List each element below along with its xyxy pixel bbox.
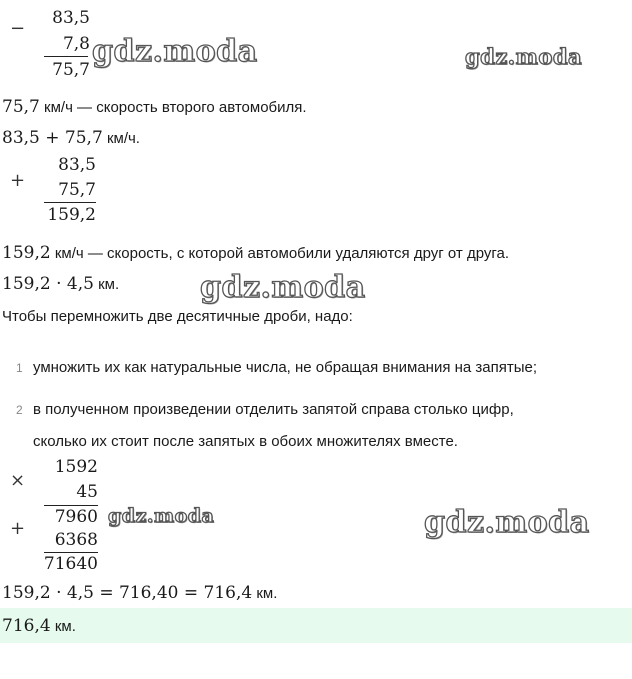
line-text: км. bbox=[256, 585, 278, 602]
partial-line bbox=[44, 505, 98, 506]
math-expr: 159,2 bbox=[2, 243, 51, 263]
final-computation-line bbox=[2, 583, 277, 603]
separation-speed-line bbox=[2, 243, 509, 263]
partial-product-1: 7960 bbox=[54, 507, 98, 527]
subtrahend: 7,8 bbox=[62, 34, 90, 54]
result-line bbox=[44, 56, 88, 57]
addend-1: 83,5 bbox=[58, 155, 96, 175]
answer-unit: км. bbox=[54, 618, 76, 635]
product: 71640 bbox=[43, 554, 98, 574]
result-line bbox=[44, 552, 98, 553]
answer-box bbox=[0, 608, 632, 643]
plus-sign: + bbox=[10, 170, 26, 191]
list-text: умножить их как натуральные числа, не обращая внимания на запятые; bbox=[33, 359, 538, 376]
factor-1: 1592 bbox=[54, 457, 98, 477]
sum-expression-line bbox=[2, 128, 140, 148]
rule-intro: Чтобы перемножить две десятичные дроби, надо: bbox=[2, 308, 353, 325]
watermark: gdz.moda bbox=[92, 34, 258, 69]
line-text: км. bbox=[98, 276, 120, 293]
speed-second-car-line bbox=[2, 97, 307, 117]
math-expr: 159,2 · 4,5 = 716,40 = 716,4 bbox=[2, 583, 253, 603]
math-expr: 83,5 + 75,7 bbox=[2, 128, 103, 148]
watermark: gdz.moda bbox=[424, 505, 590, 540]
times-sign: × bbox=[10, 470, 26, 491]
list-text-continued: сколько их стоит после запятых в обоих множителях вместе. bbox=[33, 433, 458, 450]
watermark: gdz.moda bbox=[465, 44, 583, 69]
answer-line bbox=[2, 616, 76, 636]
answer-value: 716,4 bbox=[2, 616, 51, 636]
distance-expression-line bbox=[2, 274, 119, 294]
result-line bbox=[44, 202, 96, 203]
minus-sign: − bbox=[10, 18, 26, 39]
math-expr: 159,2 · 4,5 bbox=[2, 274, 94, 294]
plus-sign: + bbox=[10, 518, 26, 539]
list-text: в полученном произведении отделить запятой справа столько цифр, bbox=[33, 401, 514, 418]
minuend: 83,5 bbox=[52, 8, 90, 28]
sum: 159,2 bbox=[47, 205, 96, 225]
line-text: км/ч — скорость второго автомобиля. bbox=[44, 99, 307, 116]
addend-2: 75,7 bbox=[58, 180, 96, 200]
watermark: gdz.moda bbox=[108, 505, 215, 527]
math-expr: 75,7 bbox=[2, 97, 40, 117]
difference: 75,7 bbox=[52, 60, 90, 80]
watermark: gdz.moda bbox=[200, 270, 366, 305]
partial-product-2: 6368 bbox=[54, 530, 98, 550]
line-text: км/ч — скорость, с которой автомобили удаляются друг от друга. bbox=[54, 245, 510, 262]
line-text: км/ч. bbox=[106, 130, 140, 147]
list-number: 2 bbox=[16, 403, 23, 417]
factor-2: 45 bbox=[76, 482, 98, 502]
list-number: 1 bbox=[16, 361, 23, 375]
